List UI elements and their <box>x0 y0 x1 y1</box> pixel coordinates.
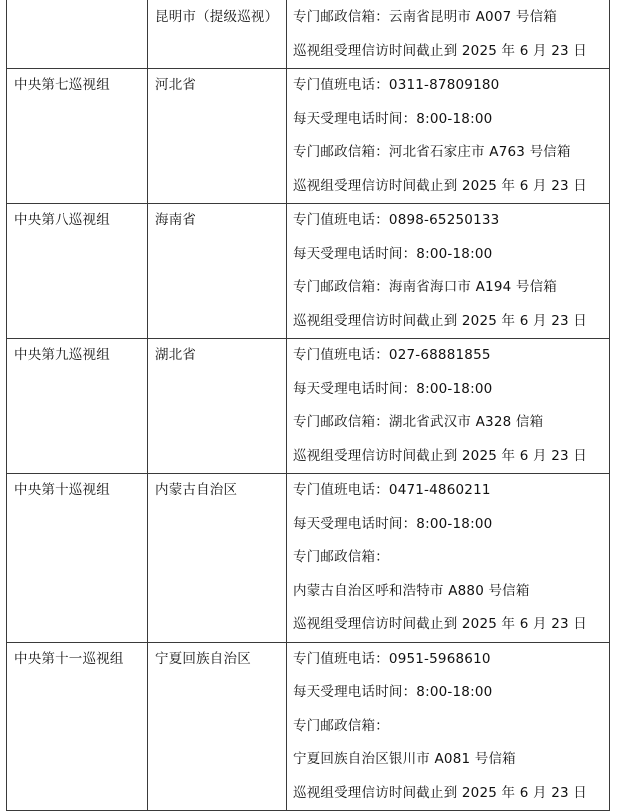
group-name: 中央第十巡视组 <box>14 482 110 498</box>
region-name: 昆明市（提级巡视） <box>155 9 279 25</box>
region-cell <box>148 204 287 339</box>
phone-line: 专门值班电话：0951-5968610 <box>293 650 491 667</box>
group-name: 中央第九巡视组 <box>14 347 110 363</box>
group-cell <box>7 0 148 69</box>
mailbox-line: 专门邮政信箱：河北省石家庄市 A763 号信箱 <box>293 144 571 160</box>
contact-cell <box>287 642 610 811</box>
group-cell <box>7 474 148 643</box>
table-body <box>7 0 610 811</box>
region-name: 河北省 <box>155 77 197 93</box>
region-cell <box>148 339 287 474</box>
region-cell <box>148 0 287 69</box>
mailbox-label-line: 专门邮政信箱： <box>293 549 389 565</box>
region-cell <box>148 69 287 204</box>
table-row <box>7 339 610 474</box>
deadline-line: 巡视组受理信访时间截止到 2025 年 6 月 23 日 <box>293 42 587 59</box>
mailbox-address-line: 内蒙古自治区呼和浩特市 A880 号信箱 <box>293 582 530 599</box>
phone-hours-line: 每天受理电话时间：8:00-18:00 <box>293 515 493 532</box>
mailbox-line: 专门邮政信箱：湖北省武汉市 A328 信箱 <box>293 414 544 430</box>
group-name: 中央第八巡视组 <box>14 212 110 228</box>
table-row <box>7 642 610 811</box>
table-row <box>7 69 610 204</box>
mailbox-address-line: 宁夏回族自治区银川市 A081 号信箱 <box>293 751 516 767</box>
mailbox-label-line: 专门邮政信箱： <box>293 717 389 734</box>
phone-line: 专门值班电话：0471-4860211 <box>293 482 491 498</box>
phone-hours-line: 每天受理电话时间：8:00-18:00 <box>293 110 493 127</box>
phone-hours-line: 每天受理电话时间：8:00-18:00 <box>293 684 493 700</box>
contact-cell <box>287 204 610 339</box>
group-name: 中央第七巡视组 <box>14 77 110 93</box>
phone-hours-line: 每天受理电话时间：8:00-18:00 <box>293 245 493 262</box>
region-name: 海南省 <box>155 212 197 228</box>
group-cell <box>7 204 148 339</box>
deadline-line: 巡视组受理信访时间截止到 2025 年 6 月 23 日 <box>293 784 587 801</box>
region-name: 湖北省 <box>155 347 197 363</box>
deadline-line: 巡视组受理信访时间截止到 2025 年 6 月 23 日 <box>293 177 587 194</box>
mailbox-line: 专门邮政信箱：海南省海口市 A194 号信箱 <box>293 279 557 295</box>
contact-cell <box>287 339 610 474</box>
deadline-line: 巡视组受理信访时间截止到 2025 年 6 月 23 日 <box>293 616 587 632</box>
deadline-line: 巡视组受理信访时间截止到 2025 年 6 月 23 日 <box>293 447 587 464</box>
inspection-contact-table <box>6 0 610 811</box>
table-row <box>7 204 610 339</box>
region-cell <box>148 642 287 811</box>
group-name: 中央第十一巡视组 <box>14 650 124 667</box>
table-row <box>7 474 610 643</box>
phone-line: 专门值班电话：0311-87809180 <box>293 77 500 93</box>
contact-cell <box>287 69 610 204</box>
mailbox-line: 专门邮政信箱：云南省昆明市 A007 号信箱 <box>293 9 557 25</box>
phone-hours-line: 每天受理电话时间：8:00-18:00 <box>293 380 493 397</box>
region-cell <box>148 474 287 643</box>
group-cell <box>7 642 148 811</box>
contact-cell <box>287 474 610 643</box>
region-name: 内蒙古自治区 <box>155 482 238 498</box>
contact-cell <box>287 0 610 69</box>
group-cell <box>7 339 148 474</box>
region-name: 宁夏回族自治区 <box>155 650 251 667</box>
deadline-line: 巡视组受理信访时间截止到 2025 年 6 月 23 日 <box>293 312 587 329</box>
phone-line: 专门值班电话：0898-65250133 <box>293 212 500 228</box>
phone-line: 专门值班电话：027-68881855 <box>293 347 491 363</box>
table-row <box>7 0 610 69</box>
group-cell <box>7 69 148 204</box>
